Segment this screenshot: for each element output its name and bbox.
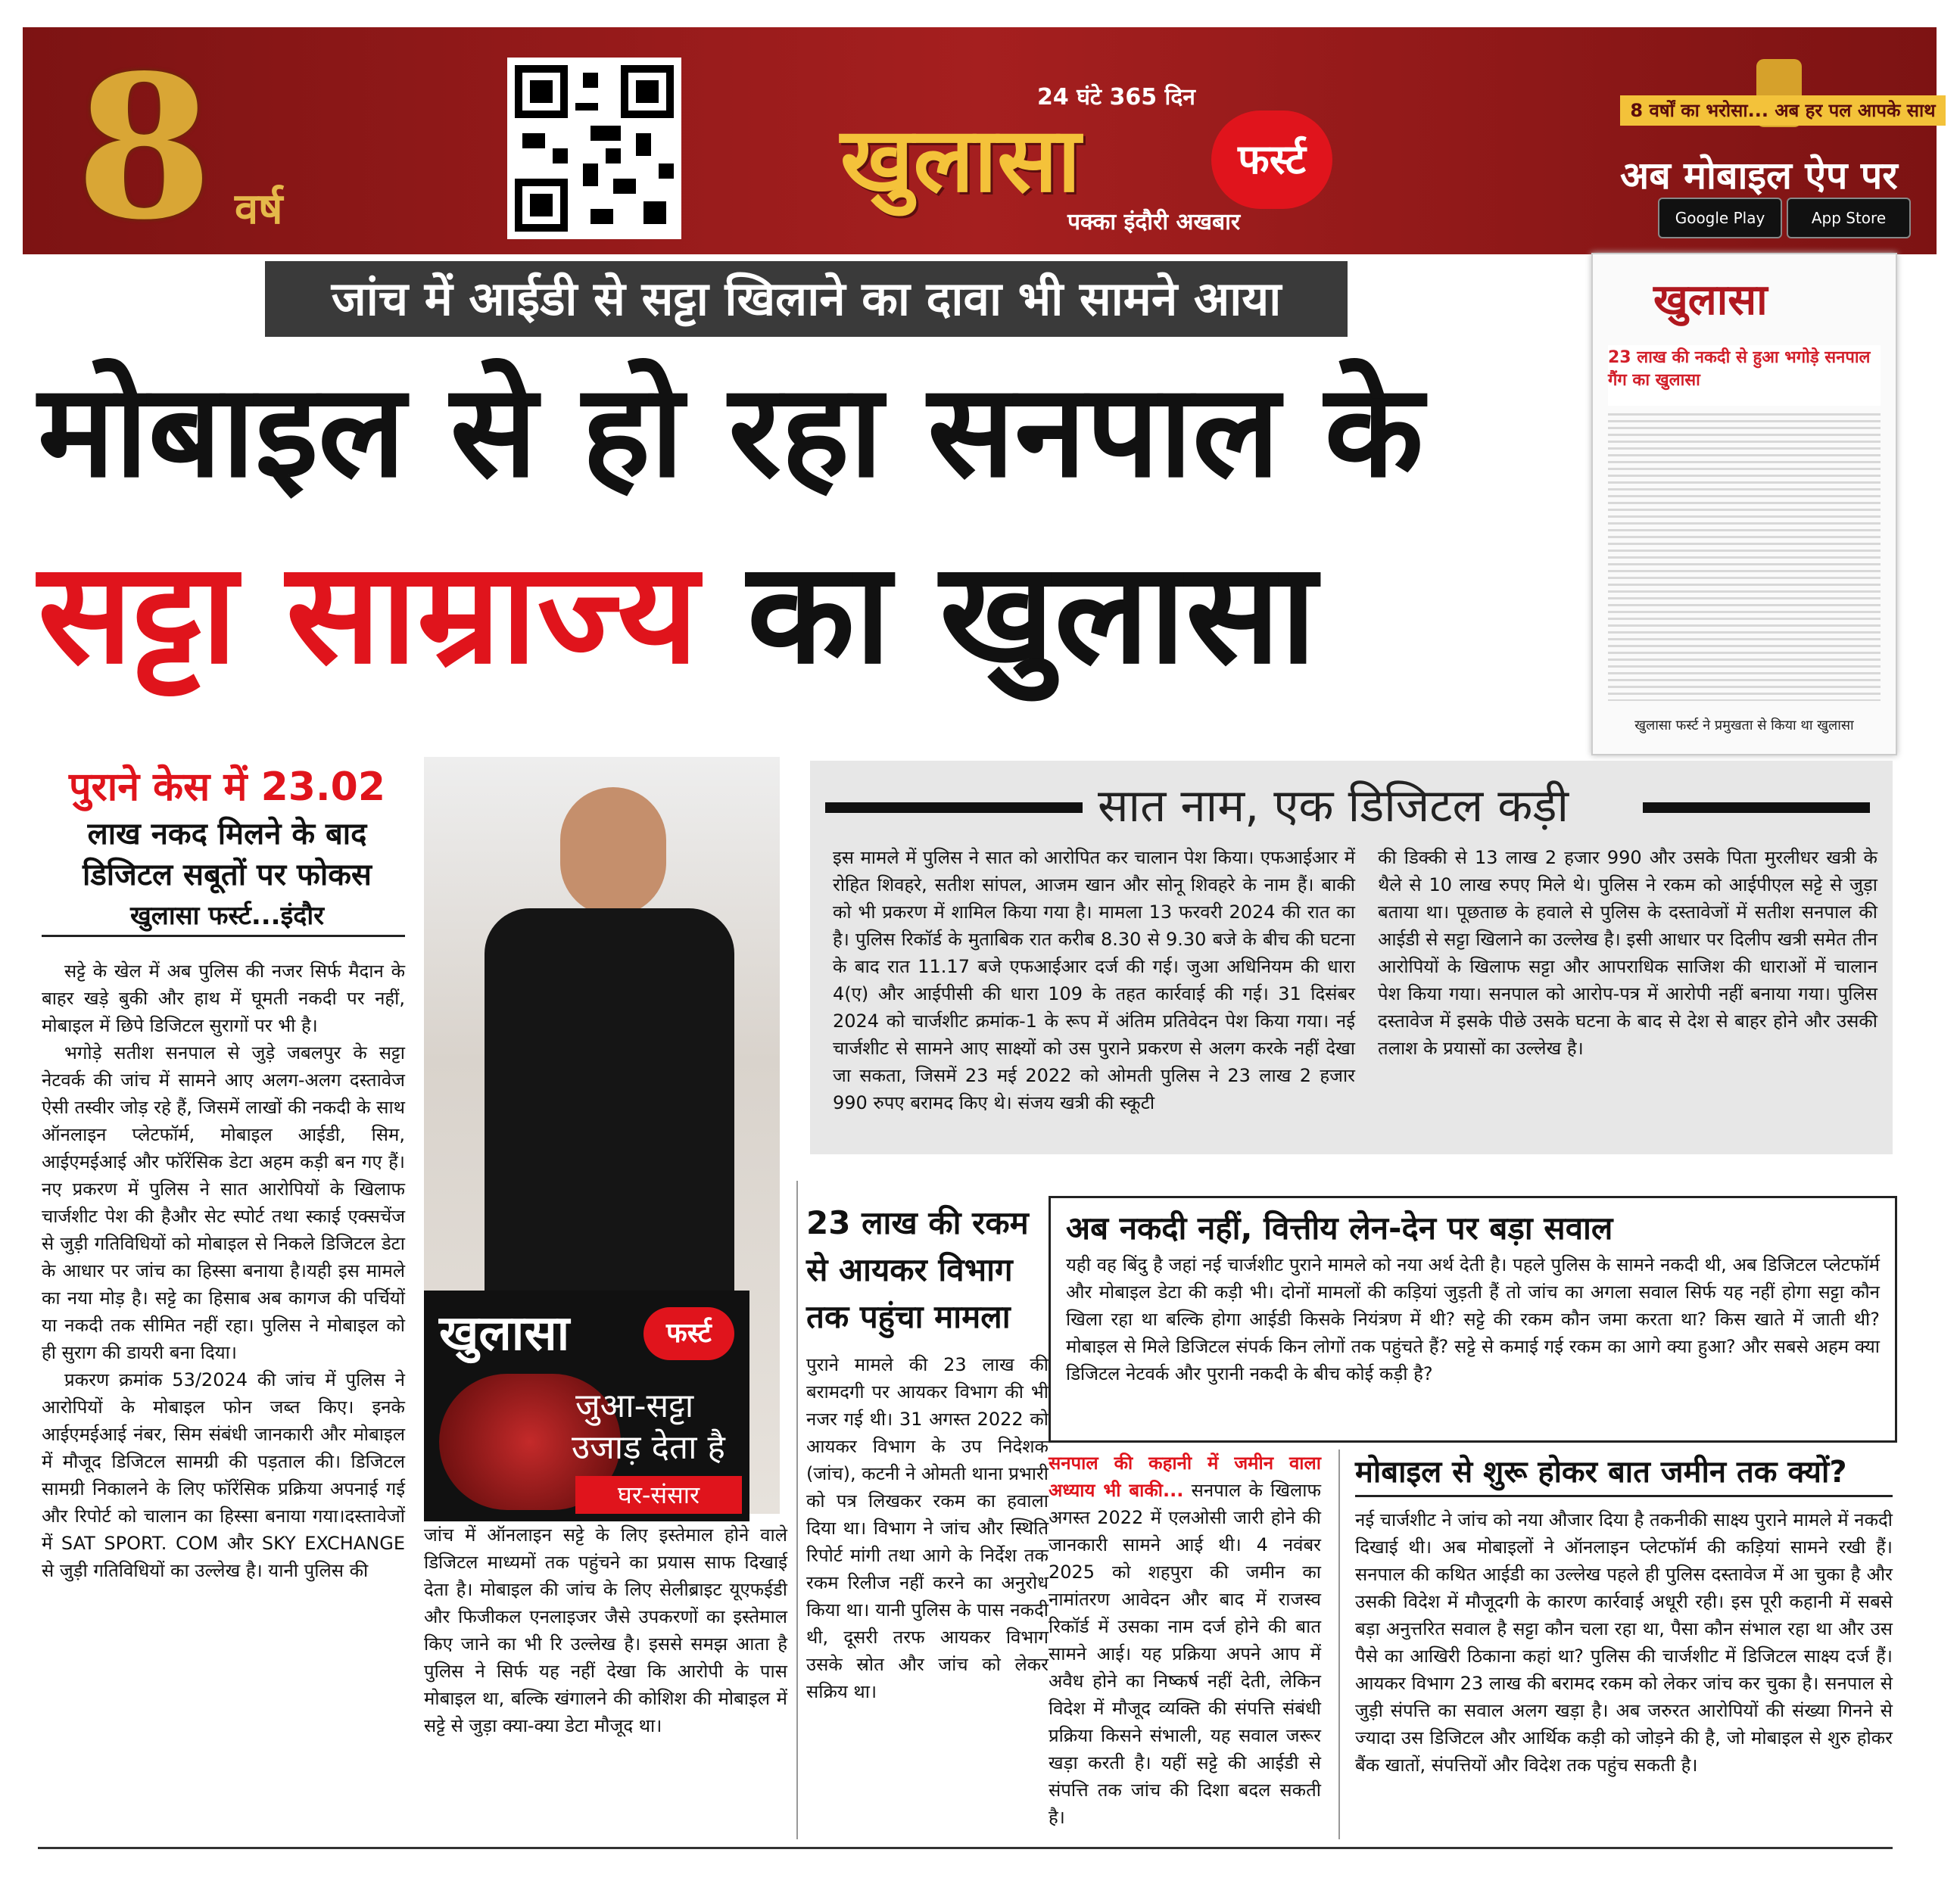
income-tax-heading: 23 लाख की रकम से आयकर विभाग तक पहुंचा मामला [806,1204,1029,1335]
land-chapter-article [1049,1449,1321,1831]
left-divider [42,935,405,937]
headline-line-2 [38,530,1575,696]
qr-code-icon [507,58,681,239]
old-page-thumbnail [1591,253,1897,755]
newspaper-logo [840,58,1370,239]
headline-line-1: मोबाइल से हो रहा सनपाल के [38,357,1424,506]
seven-names-box [810,761,1893,1154]
land-chapter-lead: सनपाल की कहानी में जमीन वाला अध्याय भी बाकी... [1049,1453,1321,1501]
qr-code[interactable] [507,58,681,239]
badge-tag-line-3: घर-संसार [575,1476,742,1514]
logo-wordmark: खुलासा [840,107,1081,212]
badge-tag-line-2: उजाड़ देता है [572,1428,725,1467]
thumbnail-headline: 23 लाख की नकदी से हुआ भगोड़े सनपाल गैंग का खुलासा [1608,345,1881,406]
app-trust-strip: 8 वर्षों का भरोसा... अब हर पल आपके साथ [1620,95,1946,126]
badge-logo: खुलासा [439,1306,570,1362]
seven-names-column-1: इस मामले में पुलिस ने सात को आरोपित कर चालान पेश किया। एफआईआर में रोहित शिवहरे, सतीश सांपल, आजम खान और सोनू शिवहरे के नाम हैं। बाकी को भी प्रकरण में शामिल किया गया है। मामला 13 फरवरी 2024 की रात का है। पुलिस रिकॉर्ड के मुताबिक रात करीब 8.30 से 9.30 बजे के बीच की घटना के बाद रात 11.17 बजे एफआईआर दर्ज की गई। जुआ अधिनियम की धारा 4(ए) और आईपीसी की धारा 109 के तहत कार्रवाई की गई। 31 दिसंबर 2024 को चार्जशीट क्रमांक-1 के रूप में अंतिम प्रतिवेदन पेश किया गया। नई चार्जशीट से सामने आए साक्ष्यों को उस पुराने प्रकरण से अलग करके नहीं देखा जा सकता, जिसमें 23 मई 2022 को ओमती पुलिस ने 23 लाख 2 हजार 990 रुपए बरामद किए थे। संजय खत्री की स्कूटी [833,847,1355,1113]
title-rule-right [1643,802,1870,813]
headline-red-part: सट्टा साम्राज्य [38,531,699,695]
headline-black-part: का खुलासा [698,531,1317,695]
thumbnail-caption: खुलासा फर्स्ट ने प्रमुखता से किया था खुलासा [1634,718,1854,733]
dateline: खुलासा फर्स्ट...इंदौर [129,901,325,931]
person-head-shape [560,787,666,916]
seven-names-title: सात नाम, एक डिजिटल कड़ी [1098,780,1569,833]
anniversary-word: वर्ष [235,185,283,234]
app-store-button[interactable]: App Store [1787,198,1911,238]
masthead-banner [23,27,1937,263]
thumbnail-logo: खुलासा [1653,276,1768,325]
column-divider [1338,1449,1340,1839]
mobile-to-land-divider [1355,1495,1893,1497]
financial-question-title: अब नकदी नहीं, वित्तीय लेन-देन पर बड़ा सवाल [1066,1210,1613,1247]
left-paragraph-3: प्रकरण क्रमांक 53/2024 की जांच में पुलिस ने आरोपियों के मोबाइल फोन जब्त किए। इनके आईएमईआई नंबर, सिम संबंधी जानकारी और मोबाइल में मौजूद डिजिटल सामग्री की पड़ताल की। डिजिटल सामग्री निकालने के लिए फॉरेंसिक प्रक्रिया अपनाई गई और रिपोर्ट को चालान का हिस्सा बनाया गया।दस्तावेजों में SAT SPORT. COM और SKY EXCHANGE से जुड़ी गतिविधियों का उल्लेख है। यानी पुलिस की [42,1369,405,1581]
left-subheading: लाख नकद मिलने के बाद डिजिटल सबूतों पर फोकस [83,817,372,892]
google-play-button[interactable]: Google Play [1658,198,1782,238]
thumbnail-text-block [1608,413,1881,701]
income-tax-body: पुराने मामले की 23 लाख की बरामदगी पर आयकर विभाग की भी नजर गई थी। 31 अगस्त 2022 को आयकर विभाग के उप निदेशक (जांच), कटनी ने ओमती थाना प्रभारी को पत्र लिखकर रकम का हवाला दिया था। विभाग ने जांच और स्थिति रिपोर्ट मांगी तथा आगे के निर्देश तक रकम रिलीज नहीं करने का अनुरोध किया था। यानी पुलिस के पास नकदी थी, दूसरी तरफ आयकर विभाग उसके स्रोत और जांच को लेकर सक्रिय था। [806,1354,1049,1702]
left-red-heading: पुराने केस में 23.02 [68,764,386,810]
middle-article-body: जांच में ऑनलाइन सट्टे के लिए इस्तेमाल होने वाले डिजिटल माध्यमों तक पहुंचने का प्रयास साफ दिखाई देता है। मोबाइल की जांच के लिए सेलीब्राइट यूएफईडी और फिजीकल एनलाइजर जैसे उपकरणों का इस्तेमाल किए जाने का भी रि उल्लेख है। इससे समझ आता है पुलिस ने सिर्फ यह नहीं देखा कि आरोपी के पास मोबाइल था, बल्कि खंगालने की कोशिश की मोबाइल में सट्टे से जुड़ा क्या-क्या डेटा मौजूद था। [424,1524,787,1736]
left-paragraph-2: भगोड़े सतीश सनपाल से जुड़े जबलपुर के सट्टा नेटवर्क की जांच में सामने आए अलग-अलग दस्तावेज ऐसी तस्वीर जोड़ रहे हैं, जिसमें लाखों की नकदी के साथ ऑनलाइन प्लेटफॉर्म, मोबाइल आईडी, सिम, आईएमईआई और फॉरेंसिक डेटा अहम कड़ी बन गए हैं। नए प्रकरण में पुलिस ने सात आरोपियों के खिलाफ चार्जशीट पेश की हैऔर सेट स्पोर्ट तथा स्काई एक्सचेंज से जुड़ी गतिविधियों को मोबाइल से निकले डिजिटल डेटा के आधार पर जांच का हिस्सा बनाया है।यही इस मामले का नया मोड़ है। सट्टे का हिसाब अब कागज की पर्चियों या नकदी तक सीमित नहीं रहा। पुलिस ने मोबाइल को ही सुराग की डायरी बना दिया। [42,1042,405,1363]
anniversary-number: 8 [76,33,213,263]
mobile-to-land-heading: मोबाइल से शुरू होकर बात जमीन तक क्यों? [1355,1455,1847,1490]
headline-kicker: जांच में आईडी से सट्टा खिलाने का दावा भी सामने आया [265,261,1348,337]
financial-question-body: यही वह बिंदु है जहां नई चार्जशीट पुराने मामले को नया अर्थ देती है। पहले पुलिस के सामने नकदी थी, अब डिजिटल प्लेटफॉर्म और मोबाइल डेटा की कड़ी भी। दोनों मामलों की कड़ियां जुड़ती हैं तो जांच का अगला सवाल सिर्फ यह नहीं होगा सट्टा कौन खिला रहा था बल्कि होगा आईडी किसके नियंत्रण में थी? सट्टे की रकम कौन जमा करता था? किस खाते में जाती थी? मोबाइल से मिले डिजिटल संपर्क किन लोगों तक पहुंचते हैं? सट्टे से कमाई गई रकम का आगे क्या हुआ? और सबसे अहम क्या डिजिटल नेटवर्क और पुरानी नकदी के बीच कोई कड़ी है? [1066,1254,1880,1384]
financial-question-box [1049,1196,1897,1443]
land-chapter-body: सनपाल के खिलाफ अगस्त 2022 में एलओसी जारी होने की जानकारी सामने आई थी। 4 नवंबर 2025 को शहपुरा की जमीन का नामांतरण आवेदन और बाद में राजस्व रिकॉर्ड में उसका नाम दर्ज होने की बात सामने आई। यह प्रक्रिया अपने आप में अवैध होने का निष्कर्ष नहीं देती, लेकिन विदेश में मौजूद व्यक्ति की संपत्ति संबंधी प्रक्रिया किसने संभाली, यह सवाल जरूर खड़ा करती है। यहीं सट्टे की आईडी से संपत्ति तक जांच की दिशा बदल सकती है। [1049,1480,1322,1828]
badge-logo-first: फर्स्ट [643,1307,734,1360]
left-article-body [42,957,405,1584]
app-promo-text: अब मोबाइल ऐप पर [1620,154,1898,198]
logo-subtitle: पक्का इंदौरी अखबार [1067,209,1241,235]
badge-tag-line-1: जुआ-सट्टा [575,1387,694,1425]
logo-first-badge: फर्स्ट [1211,111,1332,209]
seven-names-column-2: की डिक्की से 13 लाख 2 हजार 990 और उसके पिता मुरलीधर खत्री के थैले से 10 लाख रुपए मिले थे। पुलिस ने रकम को आईपीएल सट्टे से जुड़ा बताया था। पूछताछ के हवाले से पुलिस के दस्तावेजों में सतीश सनपाल की आईडी से सट्टा खिलाने का उल्लेख है। इसी आधार पर दिलीप खत्री समेत तीन आरोपियों के खिलाफ सट्टा और आपराधिक साजिश की धाराओं में चालान पेश किया गया। सनपाल को आरोप-पत्र में आरोपी नहीं बनाया गया। पुलिस दस्तावेज में इसके पीछे उसके घटना के बाद से देश से बाहर होने और उसकी तलाश के प्रयासों का उल्लेख है। [1378,847,1877,1059]
gambling-warning-badge [424,1291,749,1521]
page-bottom-rule [38,1847,1893,1849]
left-paragraph-1: सट्टे के खेल में अब पुलिस की नजर सिर्फ मैदान के बाहर खड़े बुकी और हाथ में घूमती नकदी पर नहीं, मोबाइल में छिपे डिजिटल सुरागों पर भी है। [42,961,405,1036]
title-rule-left [825,802,1083,813]
logo-tagline: 24 घंटे 365 दिन [1037,84,1195,111]
mobile-to-land-body: नई चार्जशीट ने जांच को नया औजार दिया है तकनीकी साक्ष्य पुराने मामले में नकदी दिखाई थी। अब मोबाइलों ने ऑनलाइन प्लेटफॉर्म की कड़ियां सामने रखी हैं। सनपाल की कथित आईडी का उल्लेख पहले ही पुलिस दस्तावेज में आ चुका है और उसकी विदेश में मौजूदगी के कारण कार्रवाई अधूरी रही। इस पूरी कहानी में सबसे बड़ा अनुत्तरित सवाल है सट्टा कौन चला रहा था, पैसा कौन संभाल रहा था और उस पैसे का आखिरी ठिकाना कहां था? पुलिस की चार्जशीट में डिजिटल साक्ष्य दर्ज हैं। आयकर विभाग 23 लाख की बरामद रकम को लेकर जांच कर चुका है। सनपाल से जुड़ी संपत्ति का सवाल अलग खड़ा है। अब जरुरत आरोपियों की संख्या गिनने से ज्यादा उस डिजिटल और आर्थिक कड़ी को जोड़ने की है, जो मोबाइल से शुरु होकर बैंक खातों, संपत्तियों और विदेश तक पहुंच सकती है। [1355,1509,1893,1776]
column-divider [796,1181,798,1839]
